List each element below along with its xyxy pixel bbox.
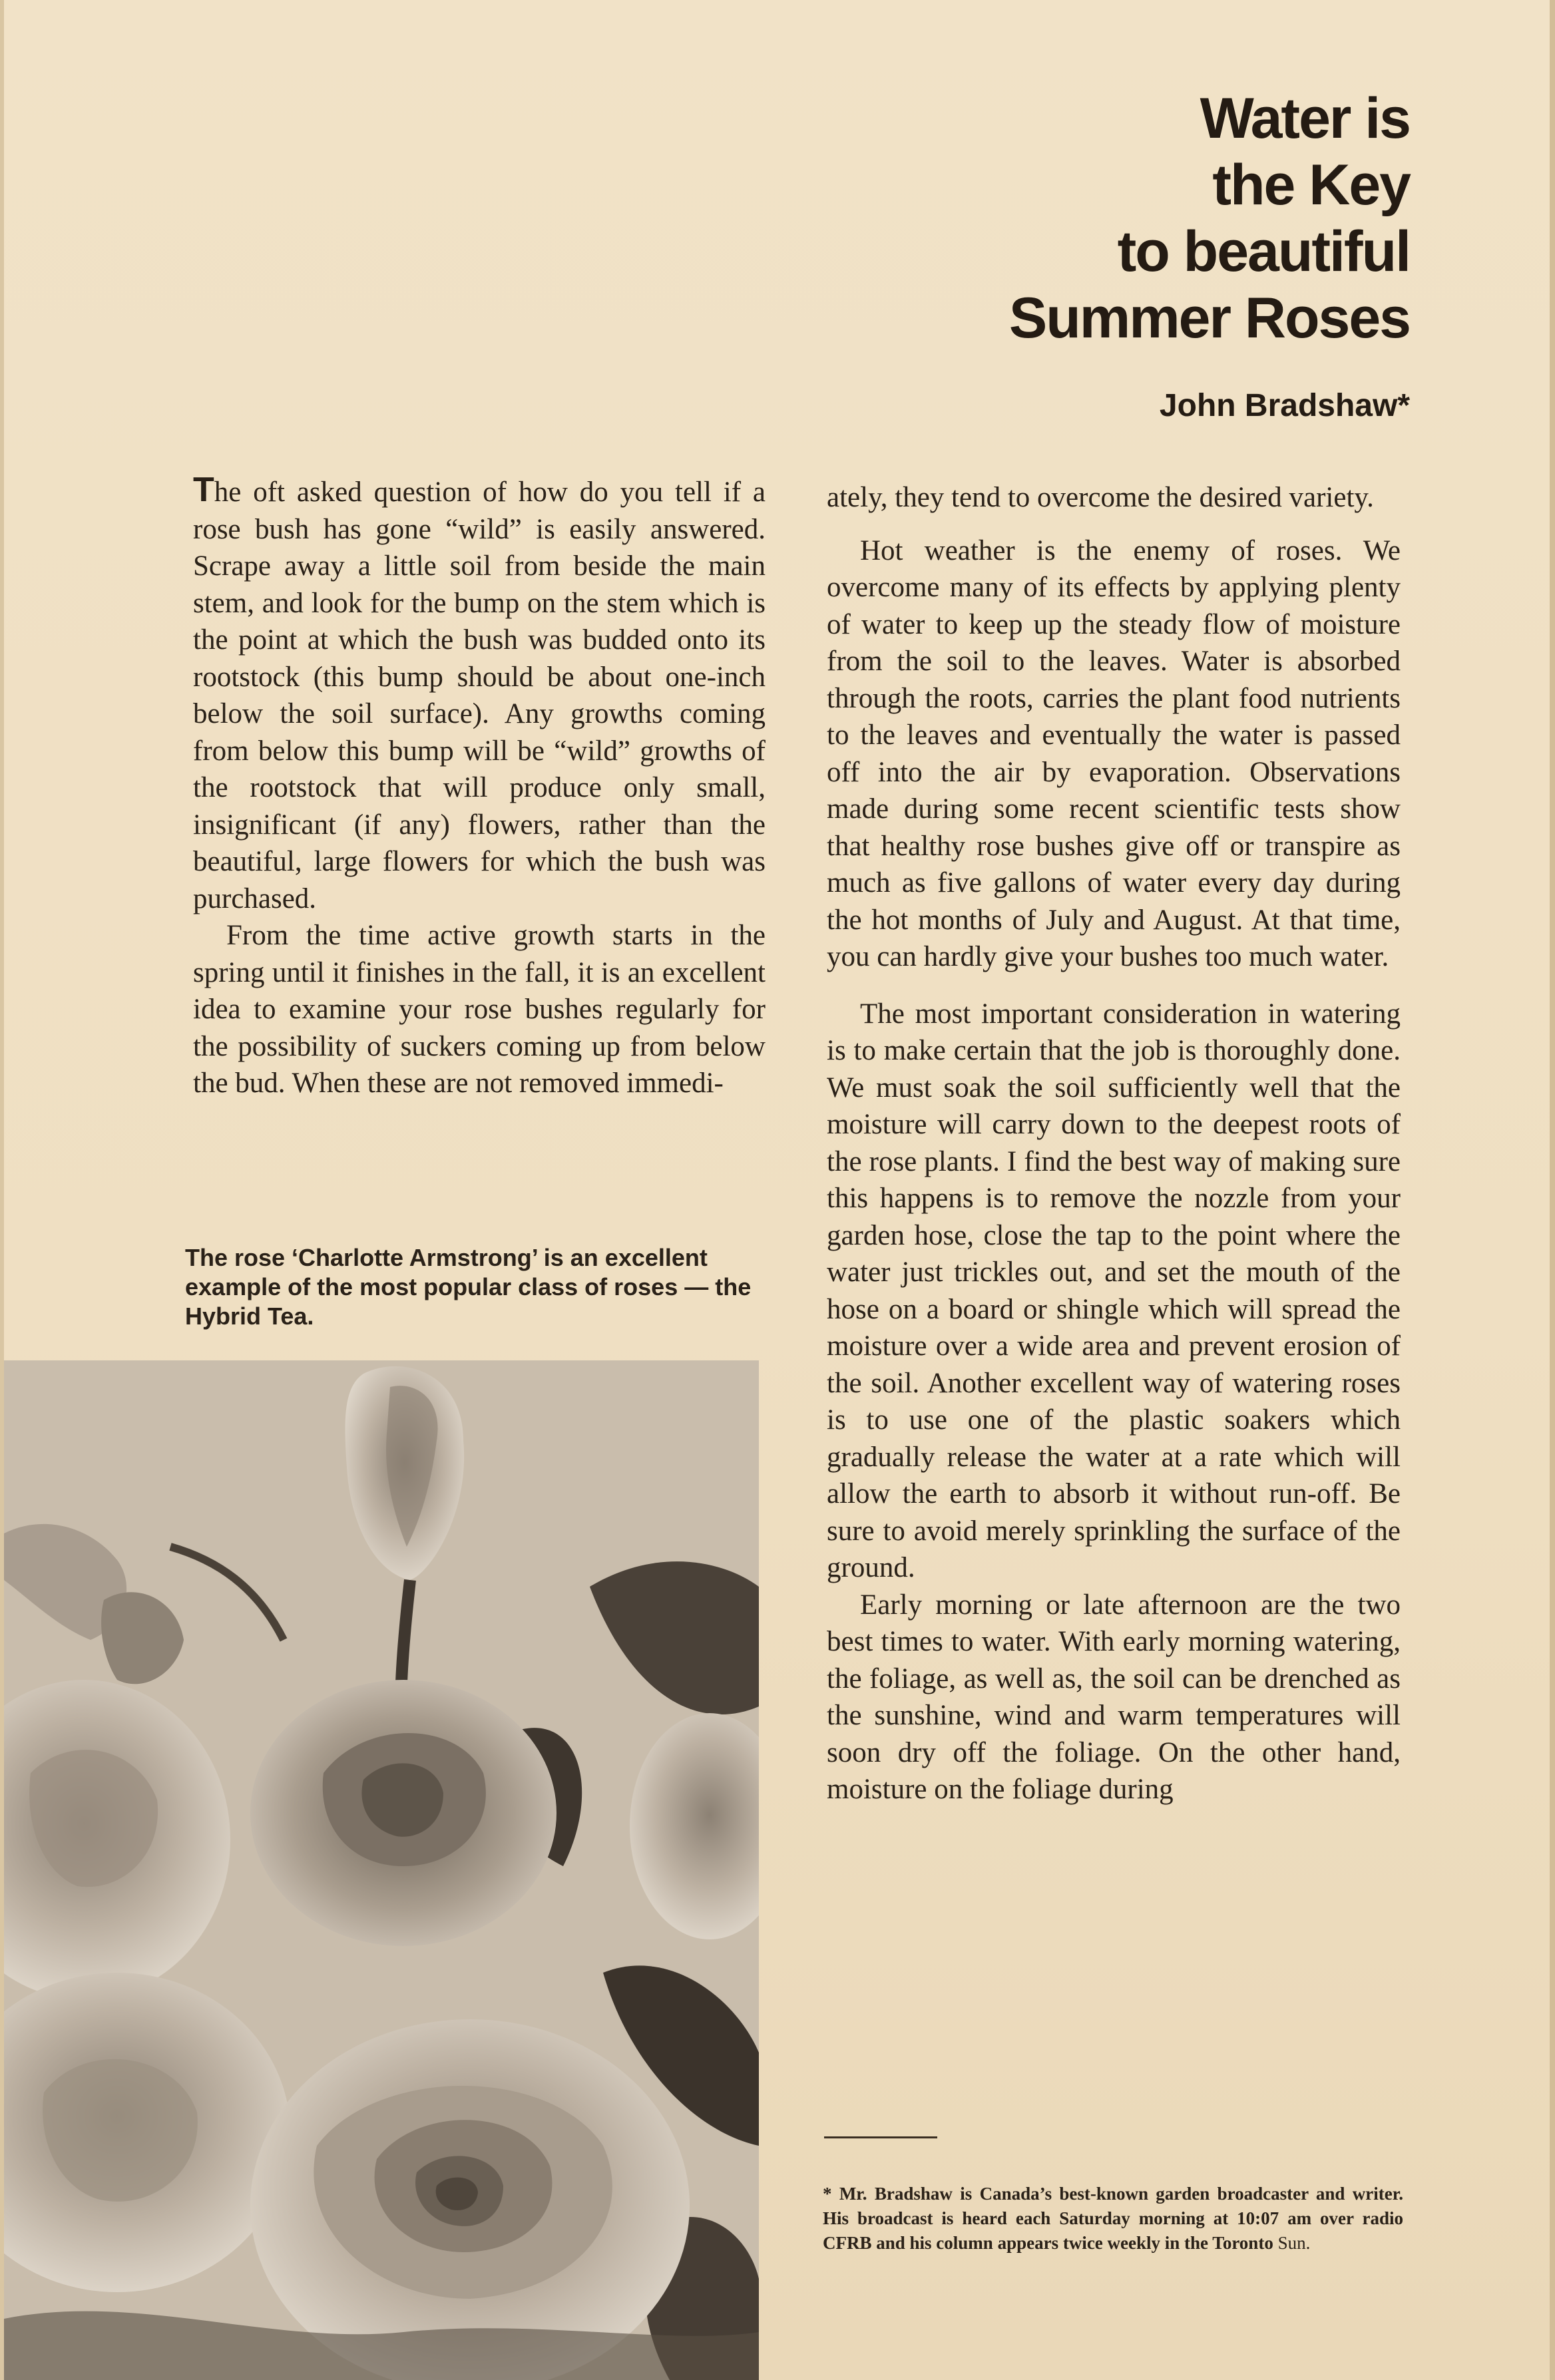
left-paragraph-1-text: he oft asked question of how do you tell if a rose bush has gone “wild” is easily answered. Scrape away a little soil from beside the main stem, and look for the bump on the stem which is the point at which the bush was budded onto its rootstock (this bump should be about one-inch below the soil surface). Any growths coming from below this bump will be “wild” growths of the rootstock that will produce only small, insignificant (if any) flowers, rather than the beautiful, large flowers for which the bush was purchased. (193, 477, 766, 914)
title-line-4: Summer Roses (1008, 286, 1410, 350)
footnote-text: * Mr. Bradshaw is Canada’s best-known garden broadcaster and writer. His broadcast is heard each Saturday morning at 10:07 am over radio CFRB and his column appears twice weekly in the Toronto (823, 2184, 1403, 2253)
left-paragraph-2: From the time active growth starts in the spring until it finishes in the fall, it is an excellent idea to examine your rose bushes regularly for the possibility of suckers coming up from below the bud. When these are not removed immedi- (193, 920, 766, 1099)
left-paragraph-1 (193, 471, 766, 917)
right-paragraph-3: The most important consideration in watering is to make certain that the job is thoroughly done. We must soak the soil sufficiently well that the moisture will carry down to the deepest roots of the rose plants. I find the best way of making sure this happens is to remove the nozzle from your garden hose, close the tap to the point where the water just trickles out, and set the mouth of the hose on a board or shingle which will spread the moisture over a wide area and prevent erosion of the soil. Another excellent way of watering roses is to use one of the plastic soakers which gradually release the water at a rate which will allow the earth to absorb it without run-off. Be sure to avoid merely sprinkling the surface of the ground. (827, 998, 1401, 1583)
right-paragraph-4: Early morning or late afternoon are the two best times to water. With early morning watering, the foliage, as well as, the soil can be drenched as the sunshine, wind and warm temperatures will soon dry off the foliage. On the other hand, moisture on the foliage during (827, 1589, 1401, 1805)
right-paragraph-1: ately, they tend to overcome the desired variety. (827, 482, 1374, 513)
title-line-2: the Key (1212, 153, 1410, 217)
rose-illustration (4, 1360, 759, 2380)
article-title (811, 85, 1410, 351)
title-line-1: Water is (1200, 87, 1410, 150)
rose-photo (4, 1360, 759, 2380)
footnote-newspaper: Sun. (1277, 2233, 1311, 2253)
page-edge-right (1550, 0, 1555, 2380)
left-column (193, 471, 766, 1102)
title-line-3: to beautiful (1117, 220, 1410, 284)
author-footnote (823, 2182, 1403, 2256)
right-column (827, 479, 1401, 1808)
right-paragraph-2: Hot weather is the enemy of roses. We overcome many of its effects by applying plenty of water to keep up the steady flow of moisture from the soil to the leaves. Water is absorbed through the roots, carries the plant food nutrients to the leaves and eventually the water is passed off into the air by evaporation. Observations made during some recent scientific tests show that healthy rose bushes give off or transpire as much as five gallons of water every day during the hot months of July and August. At that time, you can hardly give your bushes too much water. (827, 534, 1401, 972)
drop-cap: T (193, 471, 214, 509)
author-byline: John Bradshaw* (1159, 388, 1410, 423)
photo-caption: The rose ‘Charlotte Armstrong’ is an excellent example of the most popular class of roses — the Hybrid Tea. (185, 1244, 752, 1330)
footnote-divider (824, 2136, 937, 2138)
